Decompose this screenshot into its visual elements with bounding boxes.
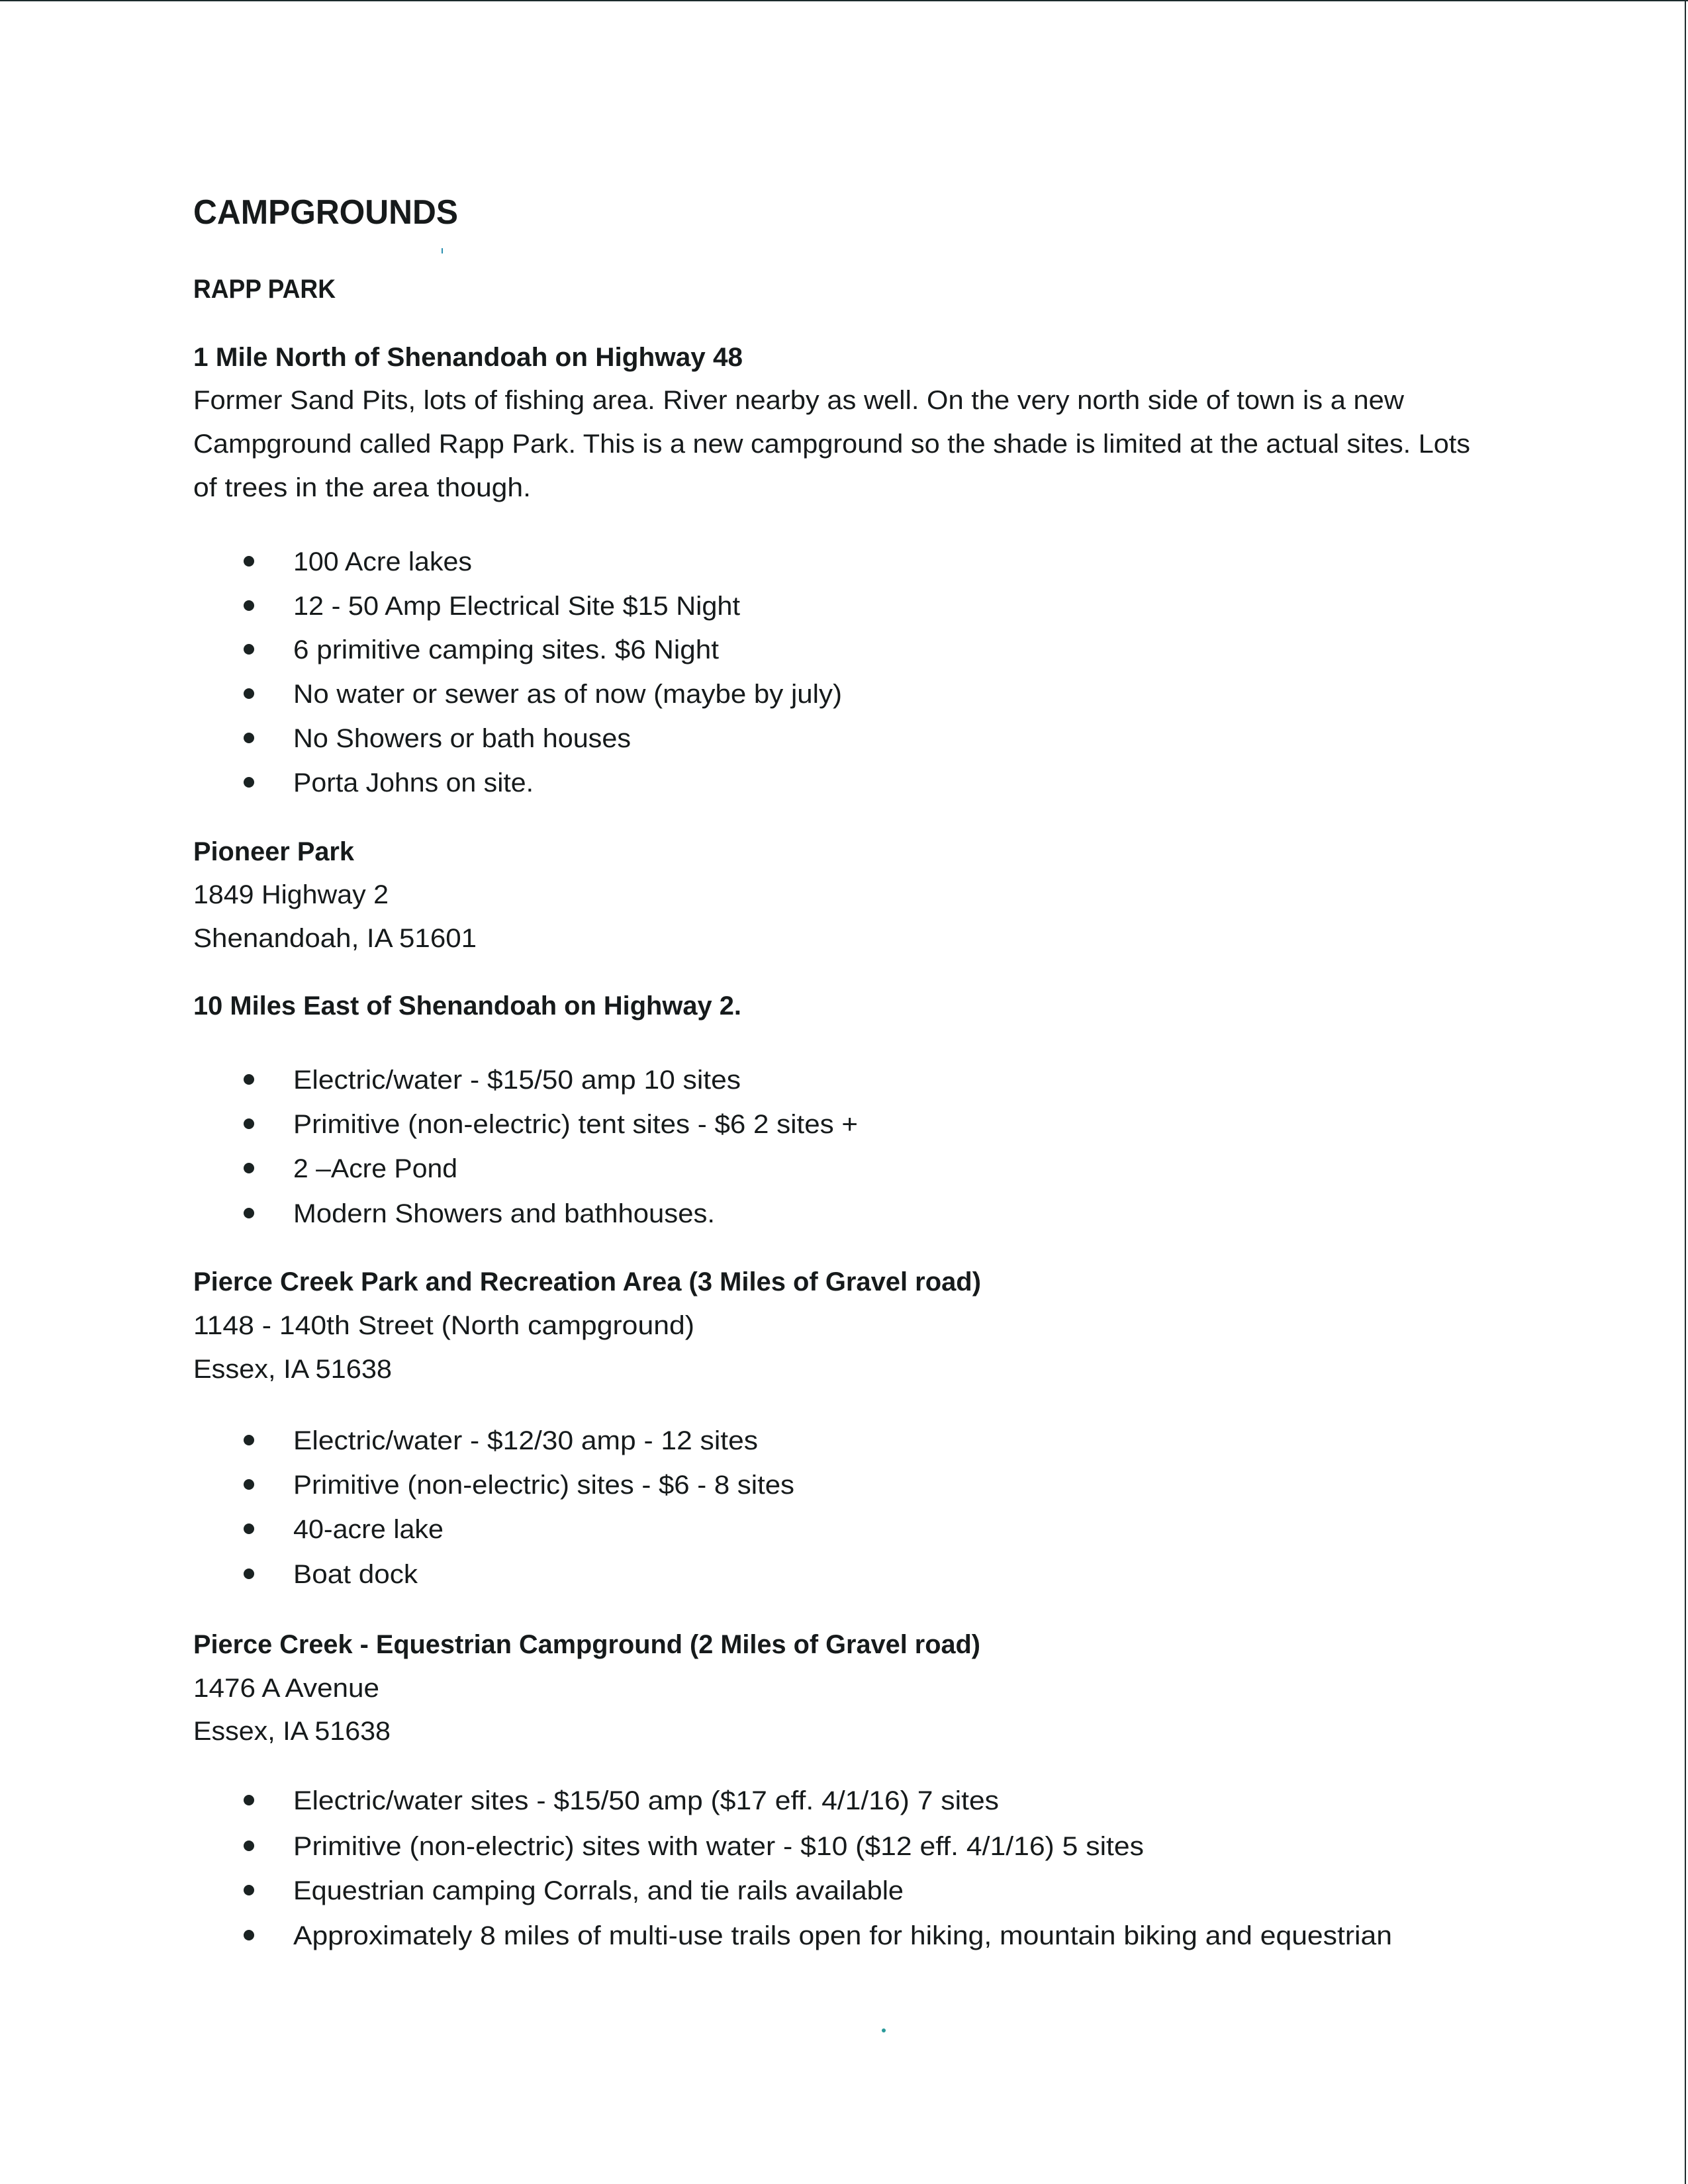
list-item: Approximately 8 miles of multi-use trails open for hiking, mountain biking and equestrian (293, 1921, 1392, 1950)
section-location: 1 Mile North of Shenandoah on Highway 48 (193, 343, 743, 372)
address-line: 1476 A Avenue (193, 1674, 379, 1703)
bullet-icon (244, 688, 254, 699)
bullet-icon (244, 1930, 254, 1940)
list-item: 2 –Acre Pond (293, 1154, 457, 1183)
list-item: 100 Acre lakes (293, 547, 472, 576)
bullet-icon (244, 644, 254, 655)
address-line: 1849 Highway 2 (193, 880, 389, 909)
scan-right-edge (1685, 0, 1686, 2184)
bullet-icon (244, 1524, 254, 1534)
section-location: 10 Miles East of Shenandoah on Highway 2. (193, 991, 741, 1021)
section-heading: RAPP PARK (193, 275, 336, 304)
bullet-icon (244, 1163, 254, 1173)
bullet-icon (244, 1885, 254, 1895)
bullet-icon (244, 733, 254, 743)
list-item: Electric/water sites - $15/50 amp ($17 eff. 4/1/16) 7 sites (293, 1786, 999, 1815)
address-line: Shenandoah, IA 51601 (193, 924, 477, 953)
list-item: Primitive (non-electric) tent sites - $6 2 sites + (293, 1110, 858, 1139)
bullet-icon (244, 1569, 254, 1579)
page-title: CAMPGROUNDS (193, 193, 458, 232)
list-item: Primitive (non-electric) sites - $6 - 8 sites (293, 1471, 794, 1500)
bullet-icon (244, 1435, 254, 1445)
section-heading: Pierce Creek Park and Recreation Area (3 Miles of Gravel road) (193, 1267, 981, 1297)
list-item: Primitive (non-electric) sites with water - $10 ($12 eff. 4/1/16) 5 sites (293, 1832, 1144, 1861)
list-item: Electric/water - $15/50 amp 10 sites (293, 1066, 741, 1095)
section-heading: Pioneer Park (193, 837, 355, 866)
list-item: 6 primitive camping sites. $6 Night (293, 635, 719, 664)
list-item: Equestrian camping Corrals, and tie rails available (293, 1876, 904, 1905)
list-item: Electric/water - $12/30 amp - 12 sites (293, 1426, 758, 1455)
list-item: Boat dock (293, 1560, 419, 1589)
address-line: Essex, IA 51638 (193, 1355, 392, 1384)
bullet-icon (244, 777, 254, 788)
bullet-icon (244, 1479, 254, 1490)
address-line: Essex, IA 51638 (193, 1717, 391, 1746)
list-item: No Showers or bath houses (293, 724, 631, 753)
description-line: Campground called Rapp Park. This is a new campground so the shade is limited at the actual sites. Lots (193, 430, 1470, 459)
description-line: of trees in the area though. (193, 473, 531, 502)
bullet-icon (244, 600, 254, 611)
scan-speck (882, 2028, 886, 2032)
bullet-icon (244, 1074, 254, 1085)
list-item: No water or sewer as of now (maybe by july) (293, 680, 842, 709)
description-line: Former Sand Pits, lots of fishing area. River nearby as well. On the very north side of town is a new (193, 386, 1405, 415)
list-item: 12 - 50 Amp Electrical Site $15 Night (293, 592, 740, 621)
bullet-icon (244, 1841, 254, 1851)
bullet-icon (244, 1795, 254, 1805)
bullet-icon (244, 556, 254, 567)
scan-top-edge (0, 0, 1688, 1)
list-item: 40-acre lake (293, 1515, 444, 1544)
bullet-icon (244, 1208, 254, 1218)
address-line: 1148 - 140th Street (North campground) (193, 1311, 694, 1340)
list-item: Modern Showers and bathhouses. (293, 1199, 715, 1228)
list-item: Porta Johns on site. (293, 768, 534, 797)
bullet-icon (244, 1118, 254, 1129)
section-heading: Pierce Creek - Equestrian Campground (2 Miles of Gravel road) (193, 1630, 980, 1659)
scan-speck (442, 248, 443, 253)
